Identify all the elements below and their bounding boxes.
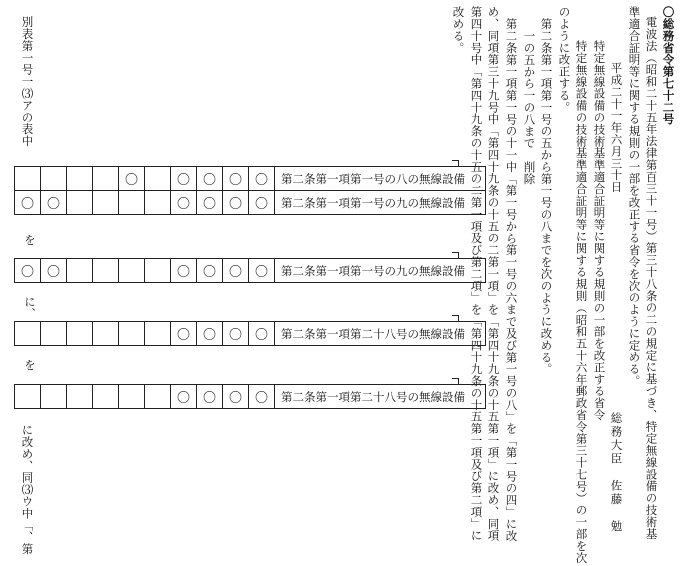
body-line-11: 第四十号中「第四十九条の十五の二第一項及び第二項」を「第四十九条の十五第一項及び第二項」に: [469, 6, 484, 542]
row-description: 第二条第一項第二十八号の無線設備: [275, 322, 486, 346]
mark-cell: [93, 167, 119, 191]
body-line-9: 第二条第一項第一号の十一中「第一号から第一号の六まで及び第一号の八」を「第一号の四」に改: [504, 18, 519, 542]
mark-cell: [145, 322, 171, 346]
mark-cell: [145, 167, 171, 191]
mark-cell: [93, 385, 119, 409]
connector-text: を: [23, 359, 37, 371]
mark-cell: 〇: [223, 259, 249, 283]
ordinance-title: 〇総務省令第七十二号: [661, 6, 676, 125]
mark-cell: 〇: [197, 385, 223, 409]
mark-cell: 〇: [197, 259, 223, 283]
mark-cell: 〇: [119, 167, 145, 191]
body-line-6: のように改正する。: [557, 6, 572, 114]
mark-cell: [67, 167, 93, 191]
mark-cell: 〇: [41, 259, 67, 283]
mark-cell: [93, 322, 119, 346]
table-row-3: [14, 321, 486, 346]
body-line-2: 準適合証明等に関する規則の一部を改正する省令を次のように定める。: [627, 6, 642, 387]
mark-cell: 〇: [249, 167, 275, 191]
mark-cell: [67, 322, 93, 346]
mark-cell: 〇: [249, 322, 275, 346]
connector-text: を: [23, 234, 37, 246]
mark-cell: 〇: [249, 191, 275, 215]
mark-cell: 〇: [249, 259, 275, 283]
mark-cell: [41, 385, 67, 409]
row-description: 第二条第一項第一号の九の無線設備: [275, 191, 486, 215]
mark-cell: [145, 259, 171, 283]
mark-cell: [119, 191, 145, 215]
mark-cell: 〇: [41, 191, 67, 215]
mark-cell: [67, 385, 93, 409]
body-line-5: 特定無線設備の技術基準適合証明等に関する規則（昭和五十六年郵政省令第三十七号）の一部を次: [574, 40, 589, 564]
table-row-4: [14, 384, 486, 409]
mark-cell: 〇: [197, 167, 223, 191]
mark-cell: [119, 322, 145, 346]
mark-cell: 〇: [223, 385, 249, 409]
table-caption: 別表第一号一⑶アの表中: [20, 16, 35, 147]
row-description: 第二条第一項第一号の八の無線設備: [275, 167, 486, 191]
table-row-1: [14, 166, 486, 215]
mark-cell: [15, 322, 41, 346]
mark-cell: [93, 191, 119, 215]
mark-cell: [67, 191, 93, 215]
table-row-2: [14, 258, 486, 283]
mark-cell: [15, 385, 41, 409]
mark-cell: 〇: [223, 167, 249, 191]
mark-cell: 〇: [249, 385, 275, 409]
mark-cell: [145, 191, 171, 215]
mark-cell: 〇: [171, 259, 197, 283]
body-line-7: 第二条第一項第一号の五から第一号の八までを次のように改める。: [539, 18, 554, 375]
body-line-8: 一の五から一の八まで 削除: [522, 30, 537, 185]
mark-cell: [145, 385, 171, 409]
body-line-12: 改める。: [451, 6, 466, 54]
body-line-4: 特定無線設備の技術基準適合証明等に関する規則の一部を改正する省令: [592, 40, 607, 421]
mark-cell: 〇: [171, 385, 197, 409]
mark-cell: [15, 167, 41, 191]
mark-cell: 〇: [197, 322, 223, 346]
mark-cell: 〇: [171, 167, 197, 191]
mark-cell: [119, 385, 145, 409]
mark-cell: [41, 322, 67, 346]
mark-cell: [67, 259, 93, 283]
mark-cell: 〇: [197, 191, 223, 215]
mark-cell: 〇: [171, 191, 197, 215]
minister-line: 総務大臣 佐藤 勉: [609, 412, 624, 534]
mark-cell: [41, 167, 67, 191]
row-description: 第二条第一項第二十八号の無線設備: [275, 385, 486, 409]
mark-cell: [93, 259, 119, 283]
connector-text: に、: [23, 296, 37, 319]
date-line: 平成二十一年六月三十日: [609, 62, 624, 193]
bottom-note: に改め、同⑶ウ中「、第: [20, 424, 35, 555]
mark-cell: 〇: [15, 191, 41, 215]
body-line-10: め、同項第三十九号中「第四十九条の十五の二第一項」を「第四十九条の十五第一項」に改め、同項: [486, 6, 501, 542]
mark-cell: 〇: [223, 191, 249, 215]
mark-cell: 〇: [223, 322, 249, 346]
mark-cell: 〇: [171, 322, 197, 346]
mark-cell: 〇: [15, 259, 41, 283]
mark-cell: [119, 259, 145, 283]
row-description: 第二条第一項第一号の九の無線設備: [275, 259, 486, 283]
body-line-1: 電波法（昭和二十五年法律第百三十一号）第三十八条の二の規定に基づき、特定無線設備の技術基: [644, 16, 659, 540]
